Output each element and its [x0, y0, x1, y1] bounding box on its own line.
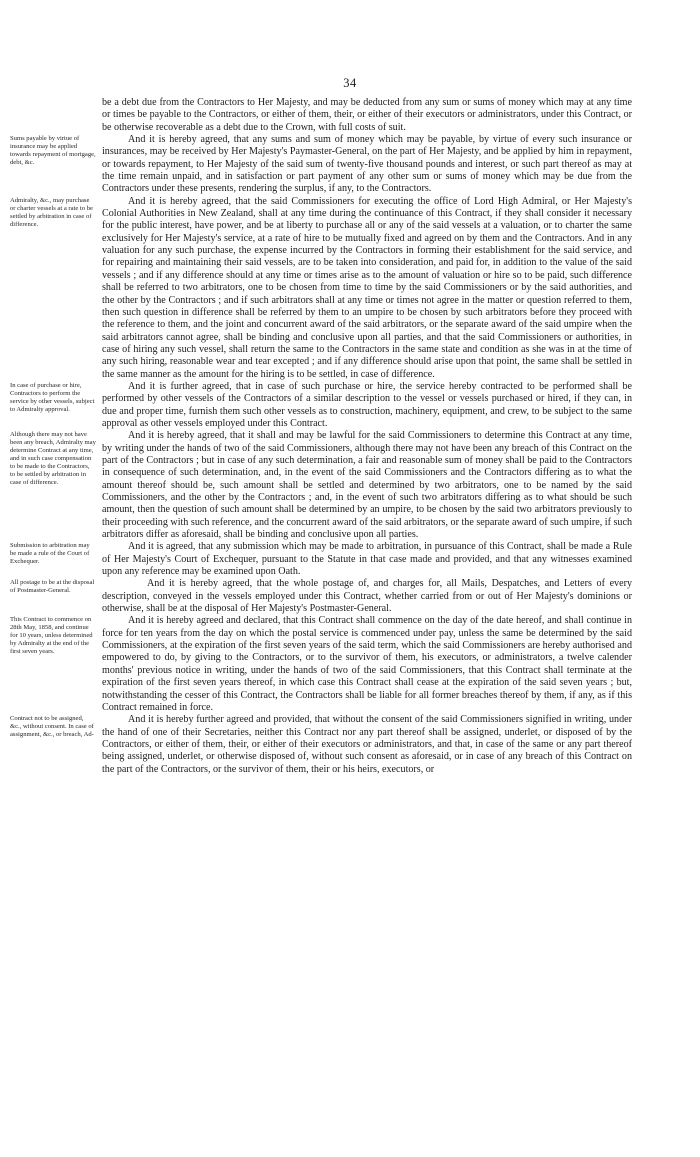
paragraph-debt-continuation	[0, 97, 700, 134]
paragraph-postage	[0, 578, 700, 615]
margin-note: All postage to be at the disposal of Postmaster-General.	[10, 579, 95, 595]
paragraph-submission-arbitration	[0, 541, 700, 578]
paragraph-text: And it is hereby agreed, that it shall and may be lawful for the said Commissioners to determine this Contract at any time, by writing under the hands of two of the said Commissioners, although there may not have been any breach of this Contract on the part of the Contractors ; but in case of any such determination, a fair and reasonable sum of money shall be paid to the Contractors in consequence of such determination, and, in the event of the said Commissioners and the Contractors differing as to what the amount thereof should be, such amount shall be settled and determined by two arbitrators, one to be named by the said Commissioners, and the other by the Contractors ; and, in the event of such two arbitrators differing as to what should be such amount, then the question of such amount shall be determined by an umpire, to be chosen by the said two arbitrators previously to their proceeding with such reference, and the concurrent award of the said arbitrators, or the separate award of such umpire, if such arbitrators differ as aforesaid, shall be binding and conclusive upon all parties.	[102, 430, 632, 541]
document-body	[0, 97, 700, 776]
margin-note: Although there may not have been any breach, Admiralty may determine Contract at any time, and in such case compensation to be made to the Contractors, to be settled by arbitration in case of difference.	[10, 431, 96, 487]
paragraph-text: And it is hereby agreed and declared, that this Contract shall commence on the day of the date hereof, and shall continue in force for ten years from the day on which the postal service is commenced under pay, unless the same be determined by the said Commissioners, at the expiration of the first seven years of the said term, which the said Commissioners are hereby authorised and empowered to do, by giving to the Contractors, or to the survivor of them, his executors, or administrators, a twelve calender months' previous notice in writing, under the hands of two of the said Commissioners, that this Contract shall terminate at the expiration of the first seven years thereof, in which case this Contract shall cease at the expiration of the said seven years ; but, notwithstanding the cesser of this Contract, the Contractors shall be liable for all former breaches thereof by them, if any, as if this Contract remained in force.	[102, 615, 632, 713]
paragraph-text: And it is further agreed, that in case of such purchase or hire, the service hereby contracted to be performed shall be performed by other vessels of the Contractors of a similar description to the vessel or vessels purchased or hired, if they can, in due and proper time, furnish them such other vessels as to construction, machinery, equipment, and crew, to be subject to the same approval as other vessels employed under this Contract.	[102, 380, 632, 429]
paragraph-text: And it is hereby agreed, that the whole postage of, and charges for, all Mails, Despatches, and Letters of every description, conveyed in the vessels employed under this Contract, whether carried from or out of Her Majesty's dominions or otherwise, shall be at the disposal of Her Majesty's Postmaster-General.	[102, 578, 632, 615]
paragraph-purchase-or-hire	[0, 381, 700, 430]
paragraph-admiralty-purchase	[0, 196, 700, 381]
margin-note: Submission to arbitration may be made a rule of the Court of Exchequer.	[10, 542, 90, 566]
paragraph-commencement	[0, 615, 700, 714]
paragraph-text: And it is agreed, that any submission which may be made to arbitration, in pursuance of this Contract, shall be made a Rule of Her Majesty's Court of Exchequer, pursuant to the Statute in that case made and provided, and that any witnesses examined upon any reference may be examined upon Oath.	[102, 541, 632, 578]
paragraph-not-assigned	[0, 714, 700, 776]
margin-note: Sums payable by virtue of insurance may be applied towards repayment of mortgage, debt, &c.	[10, 135, 96, 167]
paragraph-text: be a debt due from the Contractors to Her Majesty, and may be deducted from any sum or sums of money which may at any time or times be payable to the Contractors, or either of them, their, or either of their executors or administrators, under this Contract, or be otherwise recoverable as a debt due to the Crown, with full costs of suit.	[102, 97, 632, 133]
paragraph-text: And it is hereby further agreed and provided, that without the consent of the said Commissioners signified in writing, under the hand of one of their Secretaries, neither this Contract nor any part thereof shall be assigned, underlet, or disposed of by the Contractors, or either of them, their, or either of their executors or administrators, and that, in case of the same or any part thereof being assigned, underlet, or otherwise disposed of, without such consent as aforesaid, or in case of any breach of this Contract on the part of the Contractors, or the survivor of them, their or his heirs, executors, or	[102, 714, 632, 775]
margin-note: This Contract to commence on 28th May, 1858, and continue for 10 years, unless determined by Admiralty at the end of the first seven years.	[10, 616, 93, 656]
margin-note: Contract not to be assigned, &c., without consent. In case of assignment, &c., or breach, Ad-	[10, 715, 94, 739]
paragraph-insurance-sums	[0, 134, 700, 196]
margin-note: Admiralty, &c., may purchase or charter vessels at a rate to be settled by arbitration in case of difference.	[10, 196, 93, 228]
margin-note: In case of purchase or hire, Contractors to perform the service by other vessels, subject to Admiralty approval.	[10, 381, 95, 413]
paragraph-determine-contract	[0, 430, 700, 541]
paragraph-text: And it is hereby agreed, that any sums and sum of money which may be payable, by virtue of every such insurance or insurances, may be received by Her Majesty's Paymaster-General, on the part of Her Majesty, and be applied by him in repayment, or towards repayment, to Her Majesty of the said sum of twenty-five thousand pounds and interest, or such part thereof as may at the time remain unpaid, and in satisfaction or part payment of any other sum or sums of money which may be due from the Contractors under these presents, rendering the surplus, if any, to the Contractors.	[102, 134, 632, 195]
paragraph-text: And it is hereby agreed, that the said Commissioners for executing the office of Lord High Admiral, or Her Majesty's Colonial Authorities in New Zealand, shall at any time during the continuance of this Contract, if they shall consider it necessary for the public interest, have power, and be at liberty to purchase all or any of the said vessels at a valuation, or to charter the same exclusively for Her Majesty's service, at a rate of hire to be mutually fixed and agreed on by them and the Contractors. And in any valuation for any such purchase, the expense incurred by the Contractors in forming their establishment for the said service, and for repairing and maintaining their said vessels, are to be taken into consideration, and paid for, in addition to the value of the said vessels ; and if any difference should at any time or times arise as to the amount of valuation or hire so to be paid, such difference shall be referred to two arbitrators, one to be chosen from time to time by the said Commissioners or by the said authorities, and the other by the Contractors ; and if such arbitrators shall at any time or times not agree in the matter or question referred to them, then such question in difference shall be referred by them to an umpire to be chosen by such arbitrators before they proceed with the reference to them, and the joint and concurrent award of the said arbitrators, or the separate award of the said umpire when the said arbitrators cannot agree, shall be binding and conclusive upon all parties, and that the said Commissioners or authorities, in case of hiring any such vessel, shall return the same to the Contractors in the same state and condition as she was in at the time of any such hiring, reasonable wear and tear excepted ; and if any difference should arise upon that point, the same shall be settled in the same manner as the amount for the hiring is to be settled, in case of difference.	[102, 195, 632, 380]
page-number: 34	[343, 76, 357, 90]
